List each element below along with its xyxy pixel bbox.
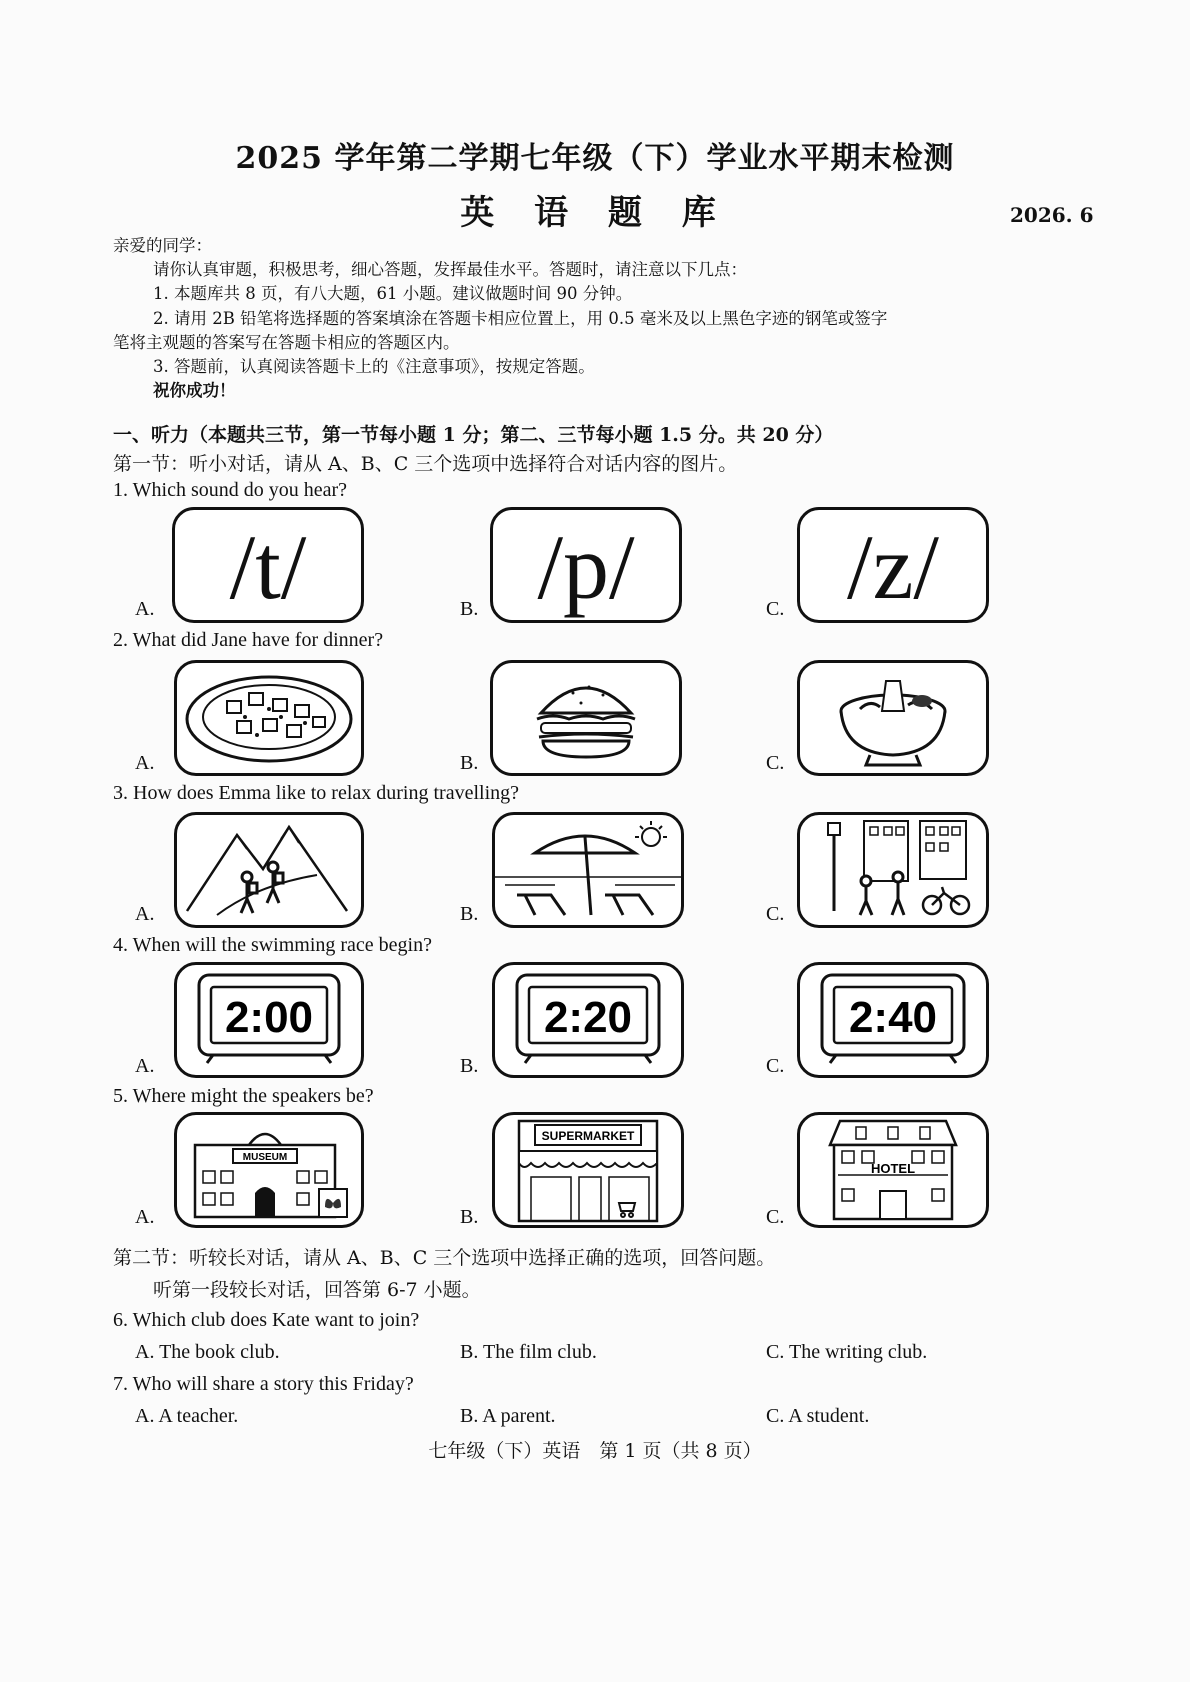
exam-date: 2026. 6 — [1010, 203, 1094, 227]
museum-icon — [177, 1115, 361, 1225]
question-4: 4. When will the swimming race begin? — [113, 934, 432, 956]
picture-card-c — [797, 812, 989, 928]
phonetic-card-c — [797, 507, 989, 623]
question-6: 6. Which club does Kate want to join? — [113, 1309, 420, 1331]
digital-clock-icon — [177, 965, 361, 1075]
option-letter-c: C. — [766, 903, 785, 925]
option-b: B. A parent. — [460, 1405, 556, 1427]
clock-card-b — [492, 962, 684, 1078]
greeting: 亲爱的同学： — [113, 236, 212, 255]
supermarket-sign: SUPERMARKET — [541, 1129, 635, 1143]
phonetic-symbol: /t/ — [229, 516, 307, 618]
question-2: 2. What did Jane have for dinner? — [113, 629, 384, 651]
instruction-2-cont: 笔将主观题的答案写在答题卡相应的答题区内。 — [113, 333, 460, 352]
museum-sign: MUSEUM — [242, 1152, 288, 1163]
phonetic-symbol: /z/ — [847, 516, 939, 618]
question-5: 5. Where might the speakers be? — [113, 1085, 374, 1107]
hamburger-icon — [493, 663, 679, 773]
digital-clock-icon — [495, 965, 681, 1075]
page-title: 2025 学年第二学期七年级（下）学业水平期末检测 — [235, 141, 955, 176]
clock-time: 2:20 — [543, 993, 633, 1042]
mapo-tofu-icon — [177, 663, 361, 773]
page-footer: 七年级（下）英语 第 1 页（共 8 页） — [428, 1440, 762, 1462]
picture-card-b — [490, 660, 682, 776]
hotel-icon — [800, 1115, 986, 1225]
picture-card-c — [797, 660, 989, 776]
hotel-sign: HOTEL — [870, 1161, 916, 1176]
option-letter-b: B. — [460, 903, 479, 925]
option-a: A. A teacher. — [135, 1405, 239, 1427]
instruction-2: 2. 请用 2B 铅笔将选择题的答案填涂在答题卡相应位置上，用 0.5 毫米及以上黑色字迹的钢笔或签字 — [153, 309, 888, 328]
page-subtitle: 英 语 题 库 — [460, 193, 730, 233]
picture-card-a — [174, 812, 364, 928]
option-letter-a: A. — [135, 903, 155, 925]
picture-card-b — [492, 1112, 684, 1228]
question-7: 7. Who will share a story this Friday? — [113, 1373, 414, 1395]
hiking-icon — [177, 815, 361, 925]
picture-card-b — [492, 812, 684, 928]
option-a: A. The book club. — [135, 1341, 280, 1363]
clock-time: 2:00 — [224, 993, 314, 1042]
option-letter-b: B. — [460, 752, 479, 774]
instruction-intro: 请你认真审题，积极思考，细心答题，发挥最佳水平。答题时，请注意以下几点： — [153, 260, 747, 279]
supermarket-icon — [495, 1115, 681, 1225]
option-letter-a: A. — [135, 752, 155, 774]
hotpot-icon — [800, 663, 986, 773]
clock-card-a — [174, 962, 364, 1078]
question-3: 3. How does Emma like to relax during travelling? — [113, 782, 520, 804]
instruction-3: 3. 答题前，认真阅读答题卡上的《注意事项》，按规定答题。 — [153, 357, 595, 376]
part1-heading: 第一节：听小对话，请从 A、B、C 三个选项中选择符合对话内容的图片。 — [113, 453, 738, 475]
section-heading: 一、听力（本题共三节，第一节每小题 1 分；第二、三节每小题 1.5 分。共 20 分） — [113, 424, 834, 446]
part2-subheading: 听第一段较长对话，回答第 6-7 小题。 — [153, 1279, 481, 1301]
option-c: C. The writing club. — [766, 1341, 928, 1363]
part2-heading: 第二节：听较长对话，请从 A、B、C 三个选项中选择正确的选项，回答问题。 — [113, 1247, 776, 1269]
city-walk-icon — [800, 815, 986, 925]
picture-card-a — [174, 1112, 364, 1228]
option-letter-a: A. — [135, 598, 155, 620]
phonetic-symbol: /p/ — [537, 516, 635, 618]
option-letter-c: C. — [766, 598, 785, 620]
phonetic-card-b — [490, 507, 682, 623]
clock-card-c — [797, 962, 989, 1078]
option-letter-b: B. — [460, 1206, 479, 1228]
option-letter-b: B. — [460, 1055, 479, 1077]
phonetic-card-a — [172, 507, 364, 623]
option-c: C. A student. — [766, 1405, 870, 1427]
digital-clock-icon — [800, 965, 986, 1075]
question-1: 1. Which sound do you hear? — [113, 479, 348, 501]
picture-card-a — [174, 660, 364, 776]
option-letter-b: B. — [460, 598, 479, 620]
clock-time: 2:40 — [848, 993, 938, 1042]
picture-card-c — [797, 1112, 989, 1228]
option-b: B. The film club. — [460, 1341, 597, 1363]
instruction-1: 1. 本题库共 8 页，有八大题，61 小题。建议做题时间 90 分钟。 — [153, 284, 633, 303]
option-letter-c: C. — [766, 1206, 785, 1228]
beach-icon — [495, 815, 681, 925]
option-letter-a: A. — [135, 1055, 155, 1077]
option-letter-a: A. — [135, 1206, 155, 1228]
option-letter-c: C. — [766, 1055, 785, 1077]
option-letter-c: C. — [766, 752, 785, 774]
closing: 祝你成功！ — [153, 381, 236, 400]
